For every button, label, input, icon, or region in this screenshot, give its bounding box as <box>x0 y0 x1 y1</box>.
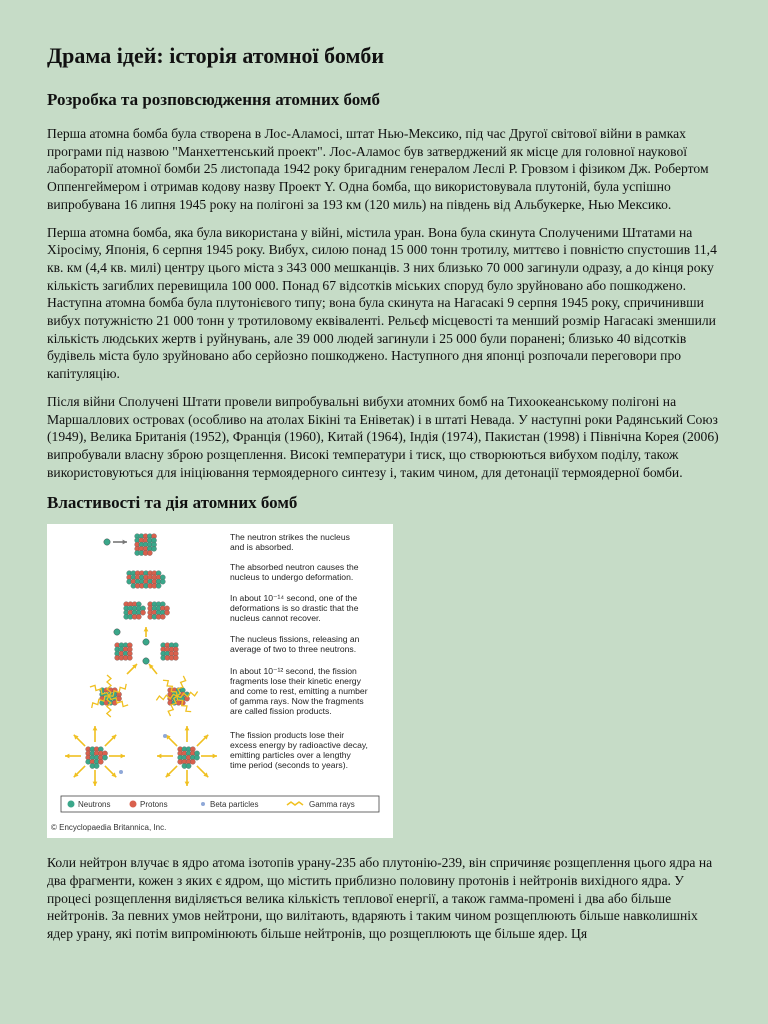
fragment-step-4b <box>161 643 179 661</box>
nucleon <box>160 615 165 620</box>
nucleon <box>98 760 103 765</box>
legend-beta: Beta particles <box>210 800 259 810</box>
nucleus-step-2 <box>127 571 166 589</box>
product-step-6b <box>178 747 200 769</box>
free-neutron <box>143 658 149 664</box>
paragraph: Коли нейтрон влучає в ядро атома ізотопів урану-235 або плутонію-239, він спричиняє розщеплення цього ядра на два фрагменти, кожен з яких є ядром, що містить приблизно половину протонів і нейтронів вихідного ядра. У процесі розщеплення виділяється велика кількість теплової енергії, а також гамма-промені і два або більше нейтронів. За певних умов нейтрони, що вилітають, вдаряють і таким чином розщеплюють більше навколишніх ядер урану, які потім випромінюють більше нейтронів, що розщеплюють ще більше ядер. Ця <box>47 855 713 942</box>
nucleus-step-3a <box>124 602 146 620</box>
legend-beta-swatch <box>201 802 205 806</box>
nucleon <box>140 610 145 615</box>
step-5-line: In about 10⁻¹² second, the fission <box>230 666 357 677</box>
step-5-line: and come to rest, emitting a number <box>230 686 368 697</box>
step-6-line: excess energy by radioactive decay, <box>230 740 368 751</box>
beta-particle <box>163 734 167 738</box>
nucleus-step-3b <box>148 602 170 620</box>
step-3-line: In about 10⁻¹⁴ second, one of the <box>230 593 358 604</box>
free-neutron <box>114 629 120 635</box>
arrow-head <box>144 627 149 631</box>
step-6-line: The fission products lose their <box>230 730 345 741</box>
page-title: Драма ідей: історія атомної бомби <box>47 43 385 68</box>
free-neutron <box>104 539 110 545</box>
nucleon <box>164 610 169 615</box>
nucleon <box>190 760 195 765</box>
paragraph: Перша атомна бомба, яка була використана у війні, містила уран. Вона була скинута Сполученими Штатами на Хіросіму, Японія, 6 серпня 1945 року. Вибух, силою понад 15 000 тонн тротилу, миттєво і повністю спустошив 11,4 кв. км (4,4 кв. милі) центру цього міста з 343 000 мешканців. З них близько 70 000 загинули одразу, а до кінця року кількість загиблих перевищила 100 000. Понад 67 відсотків міських споруд було зруйновано або пошкоджено. Наступна атомна бомба була плутонієвого типу; вона була скинута на Нагасакі 9 серпня 1945 року, спричинивши вибух потужністю 21 000 тонн у тротиловому еквіваленті. Рельєф місцевості та менший розмір Нагасакі зменшили кількість людських жертв і руйнувань, але 39 000 людей загинули і 25 000 були поранені; близько 40 відсотків будівель міста було зруйновано або серйозно пошкоджено. Наступного дня японці розпочали переговори про капітуляцію. <box>47 224 717 382</box>
step-1-line: and is absorbed. <box>230 542 294 553</box>
fragment-step-4a <box>115 643 133 661</box>
paragraph: Після війни Сполучені Штати провели випробувальні вибухи атомних бомб на Тихоокеанському полігоні на Маршаллових островах (особливо на атолах Бікіні та Еніветак) і в штаті Невада. У наступні роки Радянський Союз (1949), Велика Британія (1952), Франція (1960), Китай (1964), Індія (1974), Пакистан (1998) і Північна Корея (2006) випробували власну зброю розщеплення. Високі температури і тиск, що створюються вибухом поділу, також використовуються для ініціювання термоядерного синтезу і, таким чином, для детонації термоядерної бомби. <box>47 393 719 480</box>
legend-neutron-swatch <box>68 801 75 808</box>
nucleon <box>102 755 107 760</box>
step-4-line: The nucleus fissions, releasing an <box>230 634 360 645</box>
step-3-line: deformations is so drastic that the <box>230 603 359 614</box>
nucleon <box>160 579 165 584</box>
legend <box>68 800 355 809</box>
section-heading-properties: Властивості та дія атомних бомб <box>47 493 298 513</box>
beta-particle <box>119 770 123 774</box>
arrow-head <box>93 726 98 730</box>
nucleon <box>94 764 99 769</box>
nucleon <box>156 584 161 589</box>
step-2-line: The absorbed neutron causes the <box>230 562 359 573</box>
fission-diagram-graphic <box>47 524 393 838</box>
arrow-head <box>93 782 98 786</box>
legend-gamma-swatch <box>287 802 303 805</box>
nucleon <box>127 656 132 661</box>
arrow-head <box>213 754 217 759</box>
step-6-line: emitting particles over a lengthy <box>230 750 351 761</box>
fission-diagram <box>47 524 393 838</box>
free-neutron <box>143 639 149 645</box>
arrow-head <box>121 754 125 759</box>
nucleus-step-1 <box>135 534 157 556</box>
section-heading-development: Розробка та розповсюдження атомних бомб <box>47 90 381 109</box>
paragraph: Перша атомна бомба була створена в Лос-Аламосі, штат Нью-Мексико, під час Другої світової війни в рамках програми під назвою "Манхеттенський проект". Лос-Аламос був затверджений як місце для головної наукової лабораторії атомної бомби 25 листопада 1942 року бригадним генералом Леслі Р. Гровзом і фізиком Дж. Робертом Оппенгеймером і отримав кодову назву Проект Y. Одна бомба, що використовувала плутоній, була успішно випробувана 16 липня 1945 року на полігоні за 193 км (120 миль) на південь від Альбукерке, Нью Мексико. <box>47 126 709 212</box>
legend-neutrons: Neutrons <box>78 800 111 810</box>
arrow-head <box>123 540 127 545</box>
arrow-head <box>185 782 190 786</box>
nucleon <box>194 755 199 760</box>
nuclei-column <box>65 534 217 786</box>
nucleon <box>151 547 156 552</box>
step-3-line: nucleus cannot recover. <box>230 613 321 624</box>
figure-credit: © Encyclopaedia Britannica, Inc. <box>51 823 167 833</box>
legend-gamma: Gamma rays <box>309 800 355 810</box>
step-2-line: nucleus to undergo deformation. <box>230 572 354 583</box>
product-step-6a <box>86 747 108 769</box>
arrow-head <box>185 726 190 730</box>
nucleon <box>147 551 152 556</box>
nucleon <box>136 615 141 620</box>
step-6-line: time period (seconds to years). <box>230 760 348 771</box>
nucleon <box>186 764 191 769</box>
step-5-line: fragments lose their kinetic energy <box>230 676 361 687</box>
step-texts <box>230 532 368 770</box>
nucleon <box>173 656 178 661</box>
arrow-head <box>65 754 69 759</box>
legend-protons: Protons <box>140 800 168 810</box>
step-5-line: of gamma rays. Now the fragments <box>230 696 364 707</box>
step-4-line: average of two to three neutrons. <box>230 644 357 655</box>
legend-proton-swatch <box>130 801 137 808</box>
arrow-head <box>157 754 161 759</box>
article <box>47 40 723 953</box>
step-1-line: The neutron strikes the nucleus <box>230 532 350 543</box>
step-5-line: are called fission products. <box>230 706 332 717</box>
